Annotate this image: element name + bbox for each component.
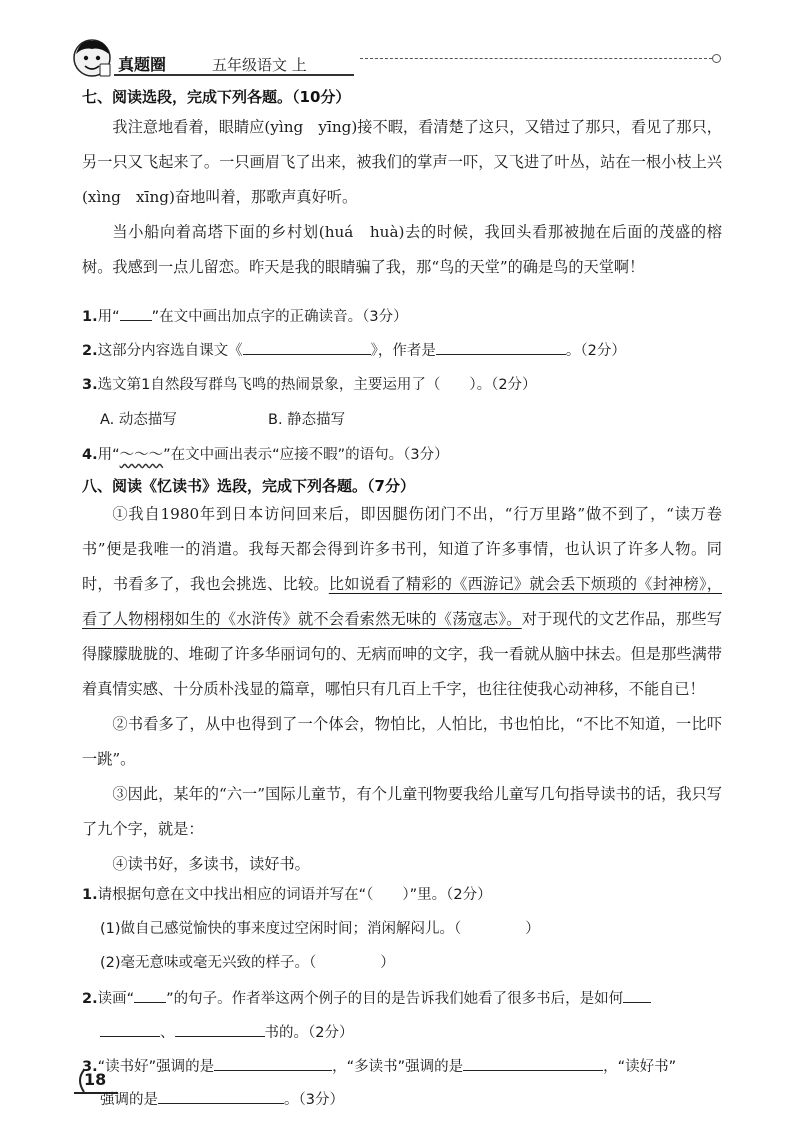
page-number: 18: [74, 1068, 118, 1094]
answer-blank[interactable]: [120, 306, 152, 321]
section8-paragraph-1: ①我自1980年到日本访问回来后，即因腿伤闭门不出，“行万里路”做不到了，“读万卷书”便是我唯一的消遣。我每天都会得到许多书刊，知道了许多事情，也认识了许多人物。同时，书看多了，我也会挑选、比较。比如说看了精彩的《西游记》就会丢下烦琐的《封神榜》，看了人物栩栩如生的《水浒传》就不会看索然无味的《荡寇志》。对于现代的文艺作品，那些写得朦朦胧胧的、堆砌了许多华丽词句的、无病而呻的文字，我一看就从脑中抹去。但是那些满带着真情实感、十分质朴浅显的篇章，哪怕只有几百上千字，也往往使我心动神移，不能自已！: [82, 505, 723, 698]
header-underline: [114, 74, 354, 76]
page-header: [70, 38, 730, 78]
s7-question-3: 3.选文第1自然段写群鸟飞鸣的热闹景象，主要运用了（ ）。（2分）: [82, 377, 537, 393]
section8-title: 八、阅读《忆读书》选段，完成下列各题。（7分）: [82, 477, 415, 495]
option-b[interactable]: B. 静态描写: [268, 412, 346, 428]
answer-blank[interactable]: [158, 1089, 284, 1104]
answer-blank[interactable]: [100, 1022, 160, 1037]
s8-question-3-line2: 强调的是 。（3分）: [100, 1088, 344, 1109]
s7-question-4: 4.用“～～～”在文中画出表示“应接不暇”的语句。（3分）: [82, 447, 449, 463]
s7-question-1: 1.用“ ”在文中画出加点字的正确读音。（3分）: [82, 305, 408, 326]
section8-paragraph-2: ②书看多了，从中也得到了一个体会，物怕比，人怕比，书也怕比，“不比不知道，一比吓一跳”。: [82, 715, 722, 768]
header-subtitle: 五年级语文 上: [212, 56, 307, 74]
section8-paragraph-3: ③因此，某年的“六一”国际儿童节，有个儿童刊物要我给儿童写几句指导读书的话，我只写了九个字，就是：: [82, 785, 722, 838]
author-blank[interactable]: [436, 340, 566, 355]
section8-paragraph-4: ④读书好，多读书，读好书。: [112, 855, 310, 873]
header-end-circle-icon: [712, 54, 721, 63]
underlined-sentence: 比如说看了精彩的《西游记》就会丢下烦琐的《封神榜》，看了人物栩栩如生的《水浒传》就不会看索然无味的《荡寇志》。: [82, 575, 722, 628]
s8-question-1: 1.请根据句意在文中找出相应的词语并写在“（ ）”里。（2分）: [82, 887, 492, 903]
s8-question-2-line2: 、 书的。（2分）: [100, 1021, 353, 1042]
student-avatar-icon: [70, 38, 114, 78]
s8-question-2: 2.读画“ ”的句子。作者举这两个例子的目的是告诉我们她看了很多书后，是如何: [82, 987, 651, 1008]
answer-blank[interactable]: [214, 1056, 332, 1071]
answer-blank[interactable]: [463, 1056, 603, 1071]
wavy-line-mark: ～～～: [119, 447, 164, 463]
option-a[interactable]: A. 动态描写: [100, 412, 177, 428]
section7-title: 七、阅读选段，完成下列各题。（10分）: [82, 88, 351, 106]
section7-paragraph-1: 我注意地看着，眼睛应(yìng yīng)接不暇，看清楚了这只，又错过了那只，看见了那只，另一只又飞起来了。一只画眉飞了出来，被我们的掌声一吓，又飞进了叶丛，站在一根小枝上兴(xìng xīng)奋地叫着，那歌声真好听。: [82, 118, 722, 206]
s8-question-3: 3.“读书好”强调的是 ，“多读书”强调的是 ，“读好书”: [82, 1055, 676, 1076]
s7-question-2: 2.这部分内容选自课文《 》，作者是 。（2分）: [82, 339, 626, 360]
header-dashed-rule: [360, 58, 712, 59]
section7-paragraph-2: 当小船向着高塔下面的乡村划(huá huà)去的时候，我回头看那被抛在后面的茂盛的榕树。我感到一点儿留恋。昨天是我的眼睛骗了我，那“鸟的天堂”的确是鸟的天堂啊！: [82, 223, 722, 276]
s8-question-1-2: (2)毫无意味或毫无兴致的样子。（ ）: [100, 955, 395, 971]
brand-title: 真题圈: [118, 55, 167, 74]
lesson-title-blank[interactable]: [243, 340, 371, 355]
answer-blank[interactable]: [623, 988, 651, 1003]
s8-question-1-1: (1)做自己感觉愉快的事来度过空闲时间；消闲解闷儿。（ ）: [100, 921, 540, 937]
answer-blank[interactable]: [134, 988, 166, 1003]
answer-blank[interactable]: [175, 1022, 265, 1037]
